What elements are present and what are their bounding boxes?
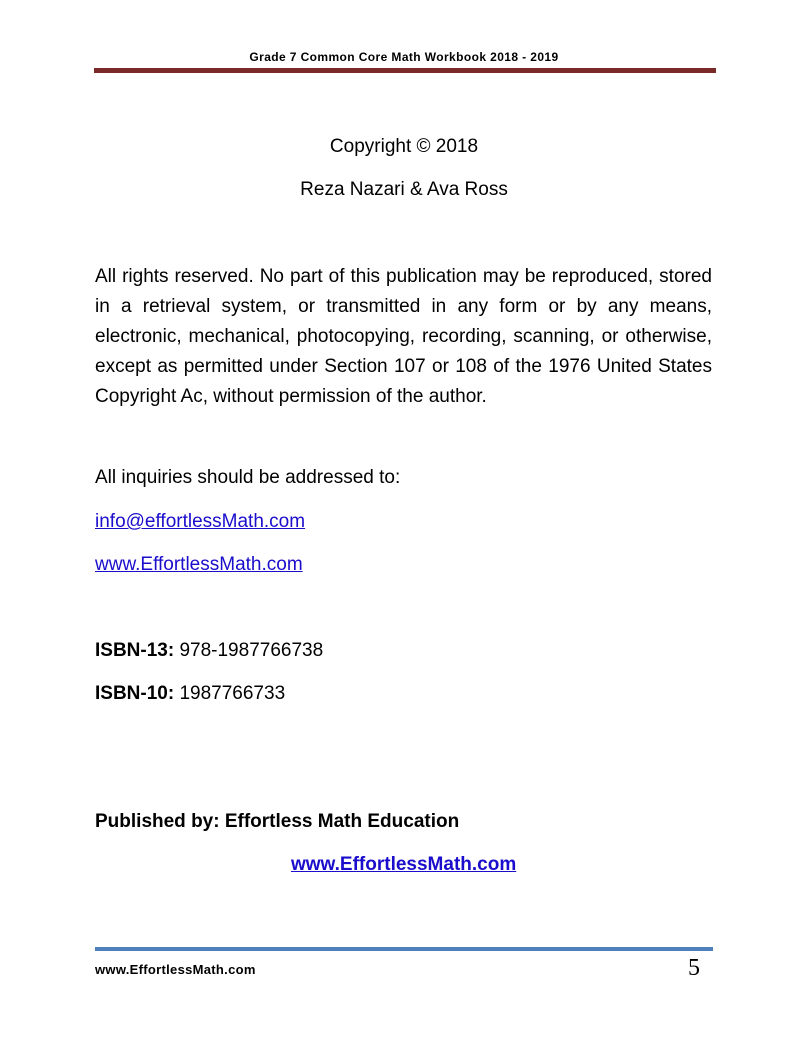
contact-email-link[interactable]: info@effortlessMath.com [95, 511, 306, 532]
footer-divider [95, 947, 713, 951]
footer-website: www.EffortlessMath.com [95, 962, 256, 977]
isbn10-row [95, 683, 285, 705]
publisher-website-link[interactable]: www.EffortlessMath.com [291, 854, 517, 875]
isbn10-label: ISBN-10: [95, 683, 175, 704]
authors-line: Reza Nazari & Ava Ross [300, 179, 508, 200]
inquiries-intro: All inquiries should be addressed to: [95, 467, 401, 488]
publisher-website-row [291, 854, 516, 876]
isbn13-row [95, 640, 323, 662]
copyright-line: Copyright © 2018 [329, 136, 479, 157]
isbn13-value: 978-1987766738 [174, 640, 324, 661]
page-number: 5 [688, 955, 700, 981]
contact-email-row [95, 511, 305, 533]
page-header-title: Grade 7 Common Core Math Workbook 2018 - 2019 [249, 50, 559, 64]
contact-website-row [95, 554, 303, 576]
header-divider [94, 68, 716, 73]
isbn10-value: 1987766733 [174, 683, 286, 704]
publisher-line: Published by: Effortless Math Education [95, 811, 460, 832]
contact-website-link[interactable]: www.EffortlessMath.com [95, 554, 303, 575]
isbn13-label: ISBN-13: [95, 640, 175, 661]
rights-paragraph: All rights reserved. No part of this publication may be reproduced, stored in a retrieval system, or transmitted in any form or by any means, electronic, mechanical, photocopying, recording, scanning, or otherwise, except as permitted under Section 107 or 108 of the 1976 United States Copyright Ac, without permission of the author. [95, 266, 712, 407]
